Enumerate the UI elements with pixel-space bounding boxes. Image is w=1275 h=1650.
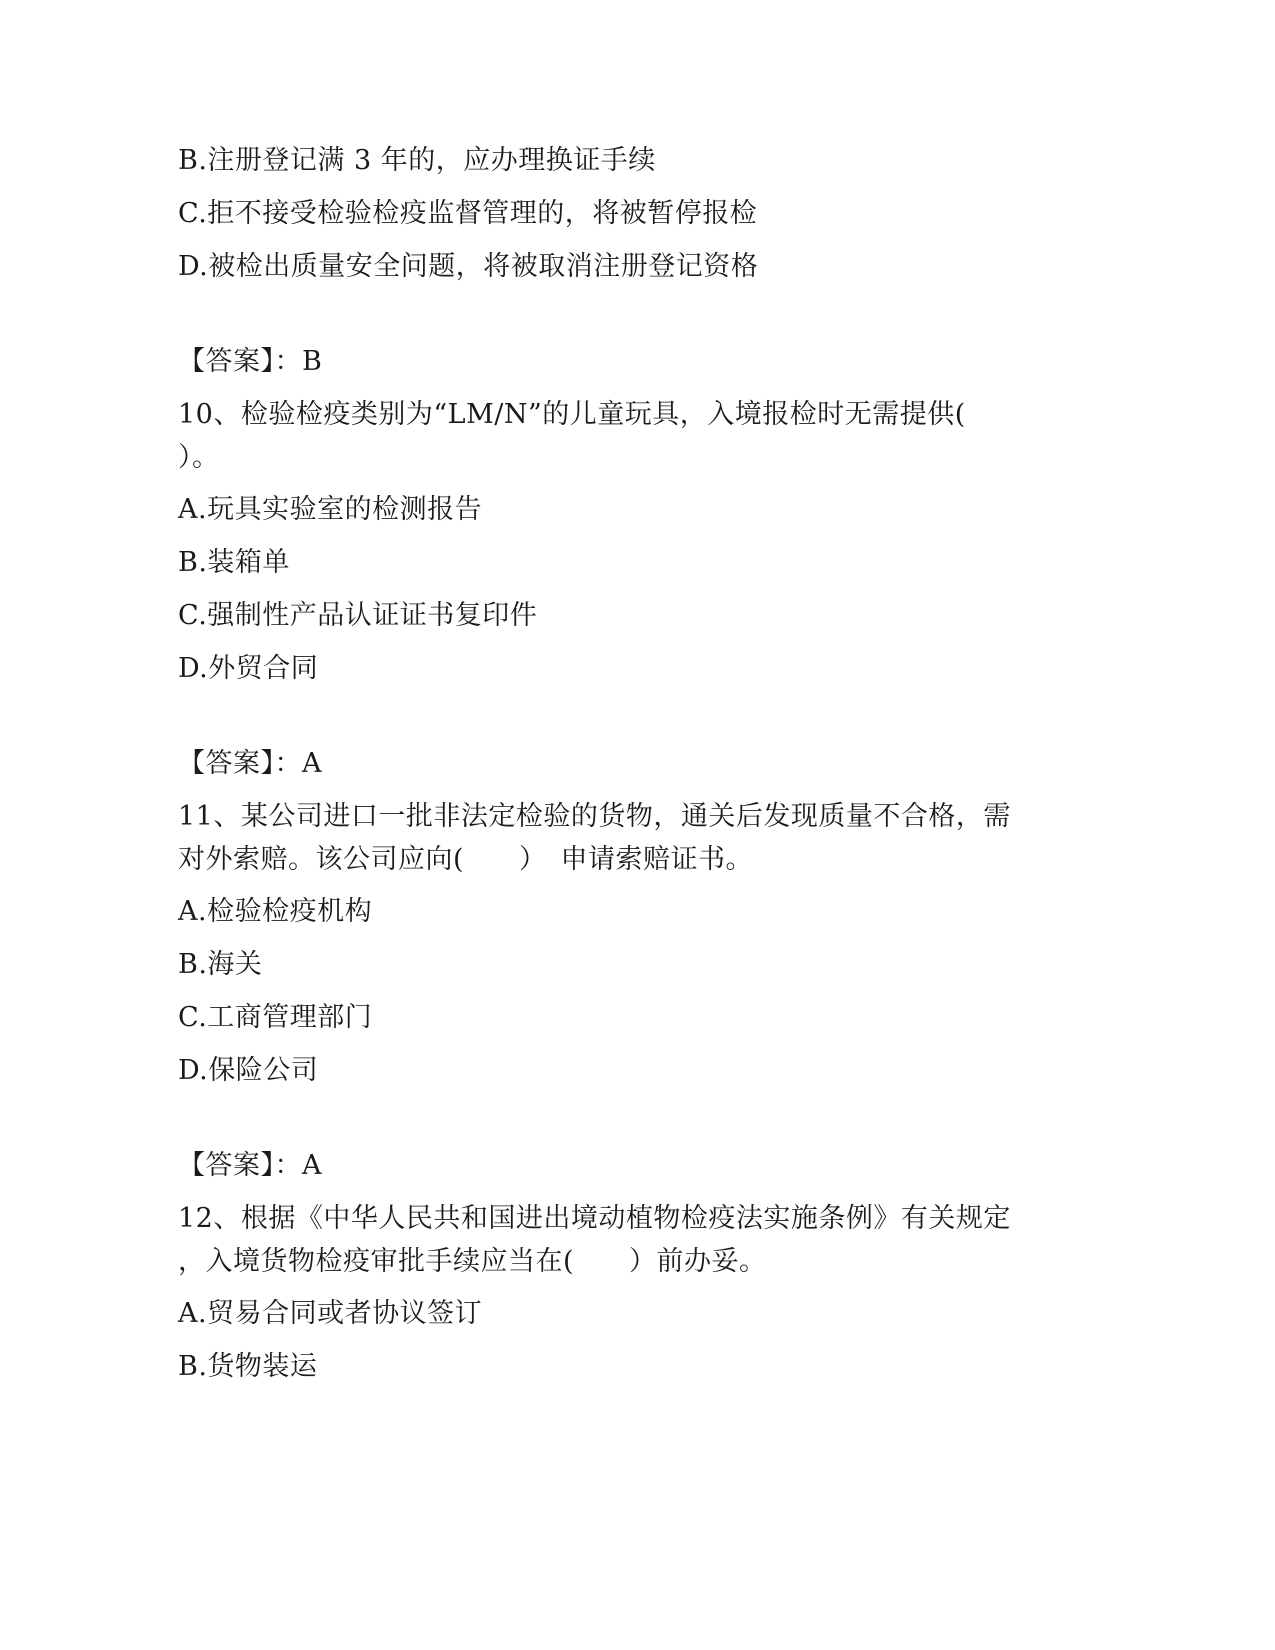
q10-answer: 【答案】：A — [178, 748, 322, 779]
q11-option-d: D.保险公司 — [178, 1055, 319, 1086]
q10-stem-line1: 10、检验检疫类别为“LM/N”的儿童玩具，入境报检时无需提供( — [178, 399, 966, 430]
q11-stem-line2: 对外索赔。该公司应向( ） 申请索赔证书。 — [178, 844, 754, 875]
q10-option-b: B.装箱单 — [178, 547, 290, 578]
q12-stem-line2: ，入境货物检疫审批手续应当在( ）前办妥。 — [178, 1246, 767, 1277]
q11-option-c: C.工商管理部门 — [178, 1002, 373, 1033]
q9-option-d: D.被检出质量安全问题，将被取消注册登记资格 — [178, 251, 759, 282]
q11-option-b: B.海关 — [178, 949, 263, 980]
q11-answer: 【答案】：A — [178, 1150, 322, 1181]
q10-stem-line2: ）。 — [178, 442, 220, 473]
q12-option-a: A.贸易合同或者协议签订 — [178, 1298, 483, 1329]
q11-option-a: A.检验检疫机构 — [178, 896, 373, 927]
q10-option-a: A.玩具实验室的检测报告 — [178, 494, 483, 525]
q10-option-c: C.强制性产品认证证书复印件 — [178, 600, 538, 631]
q9-option-b: B.注册登记满 3 年的，应办理换证手续 — [178, 145, 656, 176]
q10-option-d: D.外贸合同 — [178, 653, 319, 684]
q11-stem-line1: 11、某公司进口一批非法定检验的货物，通关后发现质量不合格，需 — [178, 801, 1011, 832]
q12-stem-line1: 12、根据《中华人民共和国进出境动植物检疫法实施条例》有关规定 — [178, 1203, 1011, 1234]
q12-option-b: B.货物装运 — [178, 1351, 318, 1382]
q9-answer: 【答案】：B — [178, 346, 323, 377]
q9-option-c: C.拒不接受检验检疫监督管理的，将被暂停报检 — [178, 198, 758, 229]
